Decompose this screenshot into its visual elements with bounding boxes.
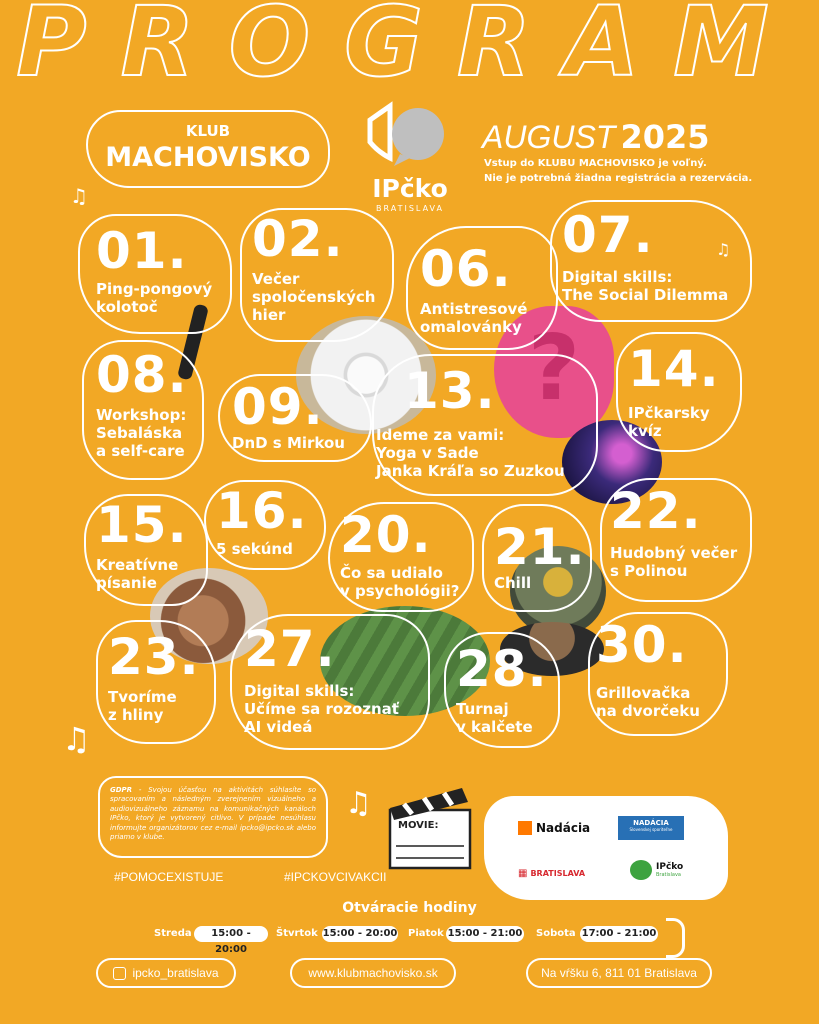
- sponsor-nadacia-sporitelne: NADÁCIA Slovenskej sporiteľne: [618, 816, 684, 840]
- month-name: AUGUST: [482, 119, 616, 155]
- event-title: Ideme za vami: Yoga v Sade Janka Kráľa so Zuzkou: [376, 426, 565, 480]
- event-title: Ping-pongový kolotoč: [96, 280, 213, 316]
- event-day: 16.: [216, 482, 308, 540]
- event-day: 07.: [562, 206, 654, 264]
- hours-time: 15:00 - 21:00: [446, 926, 524, 942]
- month-year: 2025: [620, 118, 710, 156]
- music-note-icon: ♫: [62, 720, 91, 758]
- event-day: 23.: [108, 628, 200, 686]
- website-link[interactable]: www.klubmachovisko.sk: [290, 958, 456, 988]
- music-note-icon: ♫: [70, 184, 88, 208]
- hours-day: Streda: [154, 928, 192, 939]
- month-header: [482, 118, 812, 156]
- ipcko-logo: [360, 96, 460, 216]
- event-title: DnD s Mirkou: [232, 434, 345, 452]
- event-title: Hudobný večer s Polinou: [610, 544, 738, 580]
- event-day: 08.: [96, 346, 188, 404]
- gdpr-box: [98, 776, 328, 858]
- event-day: 13.: [404, 362, 496, 420]
- hashtag: #IPCKOVCIVAKCII: [284, 870, 387, 884]
- hours-time: 15:00 - 20:00: [322, 926, 398, 942]
- ipcko-logo-city: BRATISLAVA: [376, 204, 444, 213]
- hours-day: Piatok: [408, 928, 444, 939]
- sponsor-bratislava: ▦ BRATISLAVA: [518, 868, 586, 879]
- event-day: 21.: [494, 518, 586, 576]
- event-title: Chill: [494, 574, 532, 592]
- event-title: Tvoríme z hliny: [108, 688, 177, 724]
- club-label-line2: MACHOVISKO: [105, 142, 311, 173]
- sponsors-box: [484, 796, 728, 900]
- address-label: Na vŕšku 6, 811 01 Bratislava: [526, 958, 712, 988]
- ipcko-logo-icon: [360, 96, 460, 176]
- hours-day: Sobota: [536, 928, 576, 939]
- music-note-icon: ♫: [345, 786, 372, 821]
- music-note-icon: ♫: [716, 240, 731, 259]
- hours-day: Štvrtok: [276, 928, 318, 939]
- event-day: 02.: [252, 210, 344, 268]
- ipcko-small-logo-icon: [630, 860, 652, 880]
- program-banner: PROGRAM: [16, 0, 803, 98]
- bratislava-logo-icon: ▦: [518, 868, 528, 879]
- clapper-label: MOVIE:: [398, 820, 439, 831]
- ipcko-logo-name: IPčko: [372, 174, 448, 203]
- event-title: IPčkarsky kvíz: [628, 404, 710, 440]
- event-day: 14.: [628, 340, 720, 398]
- event-title: 5 sekúnd: [216, 540, 293, 558]
- event-title: Grillovačka na dvorčeku: [596, 684, 700, 720]
- hours-time: 17:00 - 21:00: [580, 926, 658, 942]
- orange-logo-icon: [518, 821, 532, 835]
- club-badge: [86, 110, 330, 188]
- entry-info-line1: Vstup do KLUBU MACHOVISKO je voľný.: [484, 158, 707, 169]
- event-title: Digital skills: Učíme sa rozoznať AI videá: [244, 682, 399, 736]
- event-day: 01.: [96, 222, 188, 280]
- event-title: Turnaj v kalčete: [456, 700, 533, 736]
- squiggle-decoration: [666, 918, 685, 958]
- photo-question-mark: ?: [494, 306, 614, 438]
- event-title: Digital skills: The Social Dilemma: [562, 268, 729, 304]
- instagram-icon: [113, 967, 126, 980]
- hashtag: #POMOCEXISTUJE: [114, 870, 224, 884]
- event-day: 15.: [96, 496, 188, 554]
- entry-info-line2: Nie je potrebná žiadna registrácia a rezervácia.: [484, 173, 753, 184]
- instagram-link[interactable]: ipcko_bratislava: [96, 958, 236, 988]
- club-label-line1: KLUB: [185, 122, 231, 140]
- sponsor-nadacia-orange: Nadácia: [518, 820, 590, 836]
- gdpr-text: GDPR - Svojou účasťou na aktivitách súhlasíte so spracovaním a následným zverejnením vizuálneho a audiovizuálneho záznamu na komunikačných kanáloch IPčko, ktorý je vytvorený citlivo. V prípade nesúhlasu informujte organizátorov cez e-mail ipcko@ipcko.sk alebo priamo v klube.: [110, 786, 316, 842]
- sponsor-ipcko: IPčko Bratislava: [630, 860, 683, 880]
- event-day: 22.: [610, 482, 702, 540]
- event-title: Čo sa udialo v psychológii?: [340, 564, 460, 600]
- event-day: 30.: [596, 616, 688, 674]
- hours-title: Otváracie hodiny: [342, 900, 477, 916]
- event-day: 20.: [340, 506, 432, 564]
- event-day: 27.: [244, 620, 336, 678]
- event-title: Antistresové omalovánky: [420, 300, 528, 336]
- hours-time: 15:00 - 20:00: [194, 926, 268, 942]
- event-day: 06.: [420, 240, 512, 298]
- clapperboard-icon: [386, 780, 478, 876]
- event-title: Kreatívne písanie: [96, 556, 179, 592]
- event-day: 09.: [232, 378, 324, 436]
- event-day: 28.: [456, 640, 548, 698]
- event-title: Večer spoločenských hier: [252, 270, 376, 324]
- event-title: Workshop: Sebaláska a self-care: [96, 406, 187, 460]
